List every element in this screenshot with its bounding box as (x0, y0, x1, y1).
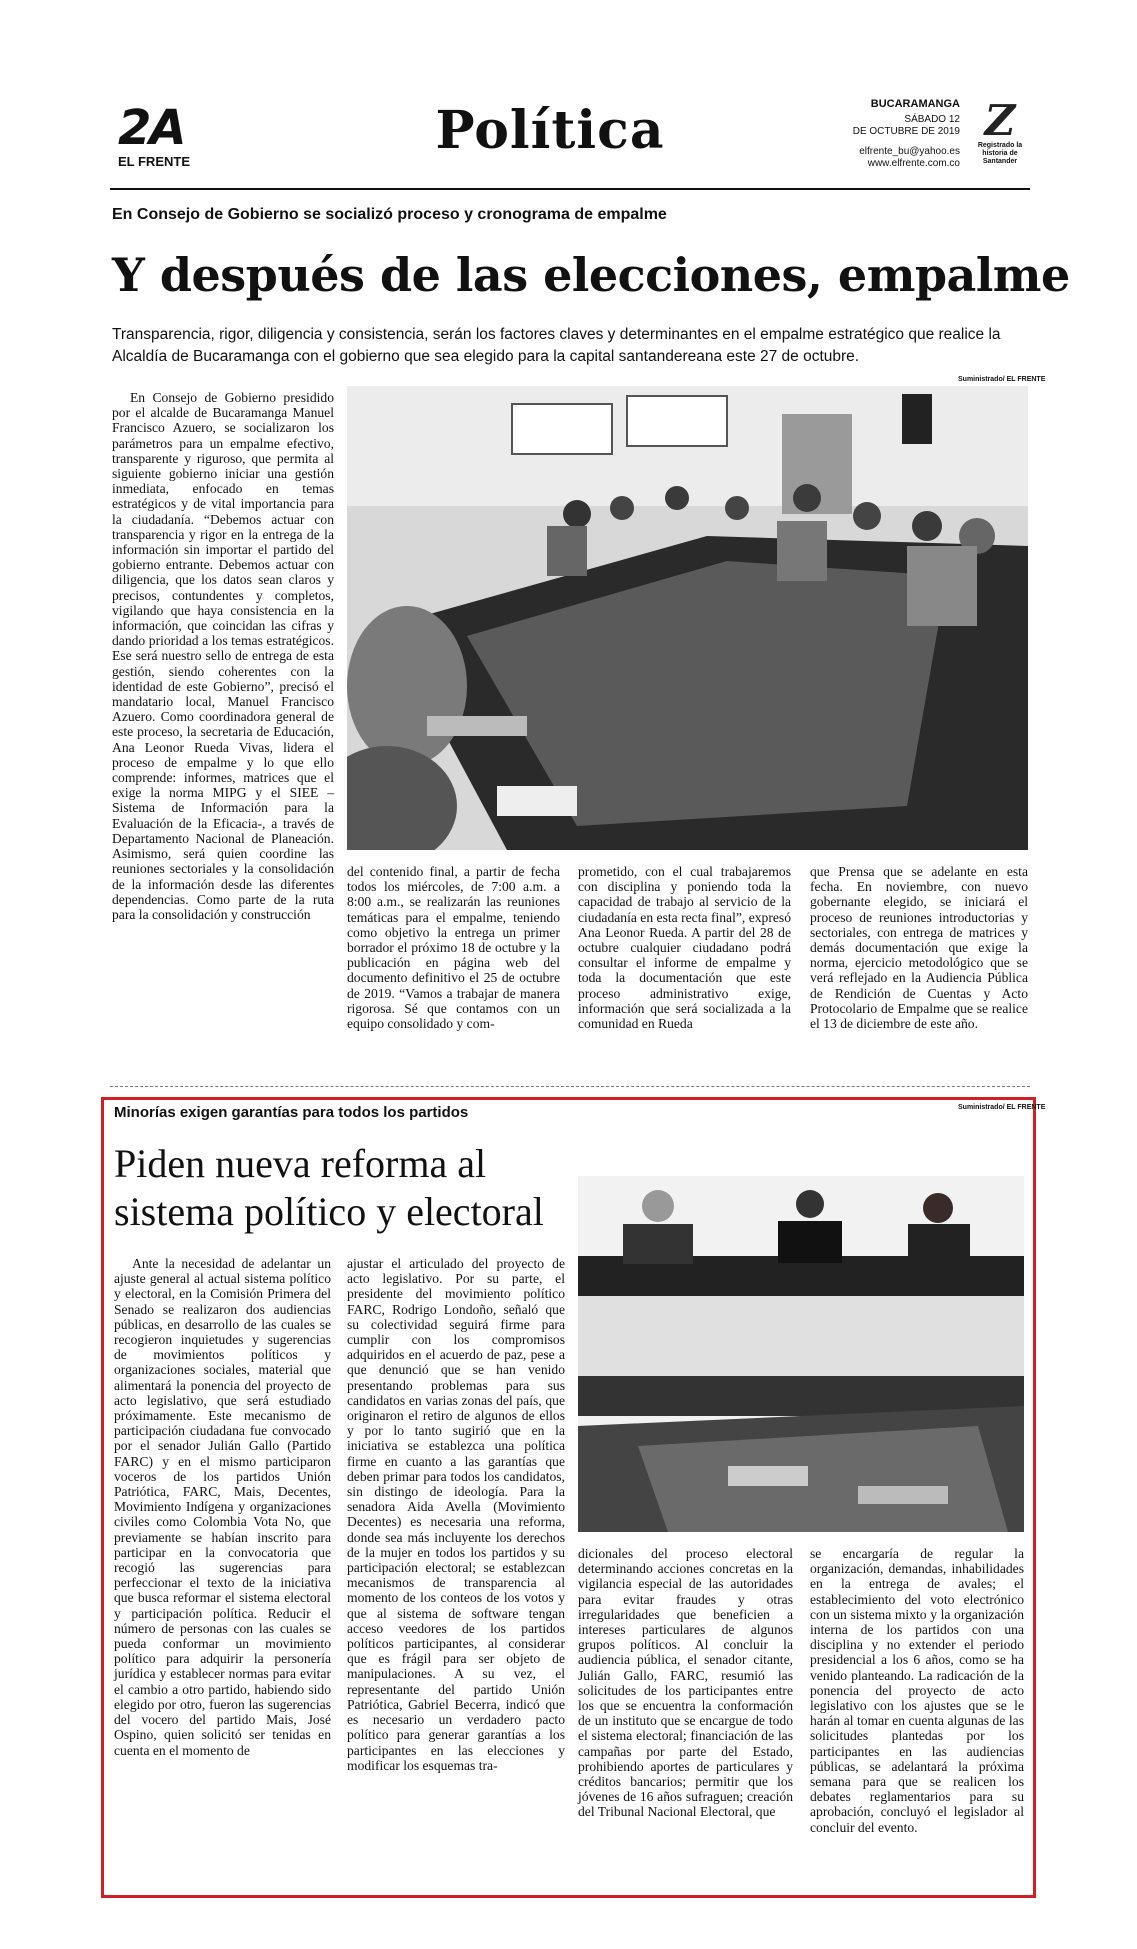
article1-headline: Y después de las elecciones, empalme (112, 248, 1070, 302)
website: www.elfrente.com.co (867, 158, 960, 169)
masthead-info (810, 98, 960, 170)
article2-column-1 (114, 1256, 331, 1758)
article1-photo-credit: Suministrado/ EL FRENTE (958, 376, 1046, 383)
paragraph: prometido, con el cual trabajaremos con disciplina y poniendo toda la capacidad de trabajo al servicio de la ciudadanía en esta recta final”, expresó Ana Leonor Rueda. A partir del 28 de octubre cualquier ciudadano podrá consultar el informe de empalme y toda la documentación que este proceso administrativo exige, información que será socializada a la comunidad en Rueda (578, 864, 791, 1032)
section-divider (110, 1086, 1030, 1087)
article2-headline: Piden nueva reforma al sistema político y electoral (114, 1141, 544, 1234)
article2-photo-credit: Suministrado/ EL FRENTE (958, 1104, 1046, 1111)
paragraph: se encargaría de regular la organización, demandas, inhabilidades en la entrega de avales; el establecimiento del voto electrónico con un sistema mixto y la organización interna de los partidos con una disciplina y no extender el periodo presidencial a los 6 años, como se ha venido planteando. La radicación de la ponencia del proyecto de acto legislativo con los ajustes que se le harán al tomar en cuenta algunas de las solicitudes plantedas por los participantes en las audiencias públicas, se adelantará la próxima semana para que se realicen los debates reglamentarios para su aprobación, concluyó el legislador al concluir del evento. (810, 1546, 1024, 1835)
date-line-1: SÁBADO 12 (904, 114, 960, 125)
email: elfrente_bu@yahoo.es (859, 146, 960, 157)
paragraph: que Prensa que se adelante en esta fecha. En noviembre, con nuevo gobernante elegido, se iniciará el proceso de reuniones introductorias y sectoriales, con entrega de matrices y demás documentación que exige la norma, ejercicio metodológico que se verá reflejado en la Audiencia Pública de Rendición de Cuentas y Acto Protocolario de Empalme que se realice el 13 de diciembre de este año. (810, 864, 1028, 1032)
article1-column-3 (578, 864, 791, 1031)
article1-column-4 (810, 864, 1028, 1031)
brand-name: EL FRENTE (118, 154, 190, 169)
page-number: 2A (118, 100, 185, 156)
paragraph: ajustar el articulado del proyecto de acto legislativo. Por su parte, el presidente del movimiento político FARC, Rodrigo Londoño, señaló que su colectividad seguirá firme para cumplir con los compromisos adquiridos en el acuerdo de paz, pese a que denunció que se han venido presentando problemas para sus candidatos en varias zonas del país, que originaron el retiro de algunos de ellos y por lo tanto sugirió que en la iniciativa se establezca una política firme en cuanto a las garantías que deben primar para todos los candidatos, sin distingo de ideología. Para la senadora Aida Avella (Movimiento Decentes) es necesaria una reforma, donde sea más incluyente los derechos de la mujer en todos los partidos y su participación electoral; se establezcan mecanismos de transparencia al momento de los conteos de los votos y que al sistema de software tengan acceso veedores de los partidos políticos participantes, al considerar que es frágil para ser objeto de manipulaciones. A su vez, el representante del partido Unión Patriótica, Gabriel Becerra, indicó que es necesario un verdadero pacto político para generar garantías a los participantes en las elecciones y modificar los esquemas tra- (347, 1256, 565, 1773)
seal-caption: Registrado la historia de Santander (977, 142, 1023, 165)
date (810, 114, 960, 138)
article2-kicker: Minorías exigen garantías para todos los partidos (114, 1104, 469, 1121)
article1-kicker: En Consejo de Gobierno se socializó proceso y cronograma de empalme (112, 206, 667, 223)
article2-column-4 (810, 1546, 1024, 1835)
masthead (110, 98, 1030, 190)
article2-photo-senate (578, 1176, 1024, 1532)
city: BUCARAMANGA (870, 98, 960, 110)
article1-column-1 (112, 390, 334, 922)
article1-photo-meeting (347, 386, 1028, 850)
anniversary-seal-icon: Z Registrado la historia de Santander (968, 100, 1032, 176)
paragraph: En Consejo de Gobierno presidido por el alcalde de Bucaramanga Manuel Francisco Azuero, se socializaron los parámetros para un empalme efectivo, transparente y riguroso, que permita al siguiente gobierno iniciar una gestión inmediata, enfocado en temas estratégicos y de vital importancia para la ciudadanía. “Debemos actuar con transparencia y rigor en la entrega de la información sin importar el partido del gobierno entrante. Debemos actuar con diligencia, que los datos sean claros y precisos, contundentes y completos, vigilando que haya consistencia en la información, que coincidan las cifras y dando prioridad a los temas estratégicos. Ese será nuestro sello de entrega de esta gestión, siendo coherentes con la identidad de este Gobierno”, precisó el mandatario local, Manuel Francisco Azuero. Como coordinadora general de este proceso, la secretaria de Educación, Ana Leonor Rueda Vivas, lidera el proceso de empalme y lo que ello comprende: informes, matrices que el exige la norma MIPG y el SIEE – Sistema de Información para la Evaluación de la Eficacia-, a través de Departamento Nacional de Planeación. Asimismo, será quien coordine las reuniones sectoriales y la consolidación de la información desde las diferentes dependencias. Como parte de la ruta para la consolidación y construcción (112, 390, 334, 922)
article1-column-2 (347, 864, 560, 1031)
article1-lead: Transparencia, rigor, diligencia y consistencia, serán los factores claves y determinantes en el empalme estratégico que realice la Alcaldía de Bucaramanga con el gobierno que sea elegido para la capital santandereana este 27 de octubre. (112, 326, 1001, 365)
paragraph: Ante la necesidad de adelantar un ajuste general al actual sistema político y electoral, en la Comisión Primera del Senado se realizaron dos audiencias públicas, en desarrollo de las cuales se recogieron inquietudes y sugerencias de movimientos políticos y organizaciones sociales, material que alimentará la ponencia del proyecto de acto legislativo, que será estudiado próximamente. Este mecanismo de participación ciudadana fue convocado por el senador Julián Gallo (Partido FARC) y en el mismo participaron voceros de los partidos Unión Patriótica, FARC, Mais, Decentes, Movimiento Indígena y organizaciones civiles como Colombia Vota No, que previamente se habían inscrito para participar en la convocatoria que recogió las sugerencias para perfeccionar el texto de la iniciativa que busca reformar el sistema electoral y participación política. Reducir el número de personas con las cuales se pueda conformar un movimiento político para adquirir la personería jurídica y establecer normas para evitar el cambio a otro partido, habiendo sido elegido por otro, fueron las sugerencias del vocero del partido Mais, José Ospino, quien solicitó ser tenidas en cuenta en el momento de (114, 1256, 331, 1758)
section-title: Política (435, 100, 665, 161)
paragraph: dicionales del proceso electoral determinando acciones concretas en la vigilancia especial de las autoridades para evitar fraudes y otras irregularidades que beneficien a intereses particulares de algunos grupos políticos. Al concluir la audiencia pública, el senador citante, Julián Gallo, FARC, resumió las solicitudes de los participantes entre los que se encuentra la conformación de un instituto que se encargue de todo el sistema electoral; financiación de las campañas por parte del Estado, prohibiendo aportes de particulares y créditos bancarios; permitir que los jóvenes de 16 años sufraguen; creación del Tribunal Nacional Electoral, que (578, 1546, 793, 1820)
date-line-2: DE OCTUBRE DE 2019 (852, 126, 960, 137)
paragraph: del contenido final, a partir de fecha todos los miércoles, de 7:00 a.m. a 8:00 a.m., se realizarán las reuniones temáticas para el empalme, teniendo como objetivo la entrega un primer borrador el próximo 18 de octubre y la publicación en página web del documento definitivo el 25 de octubre de 2019. “Vamos a trabajar de manera rigorosa. Sé que contamos con un equipo consolidado y com- (347, 864, 560, 1032)
article2-column-2 (347, 1256, 565, 1773)
article2-column-3 (578, 1546, 793, 1820)
